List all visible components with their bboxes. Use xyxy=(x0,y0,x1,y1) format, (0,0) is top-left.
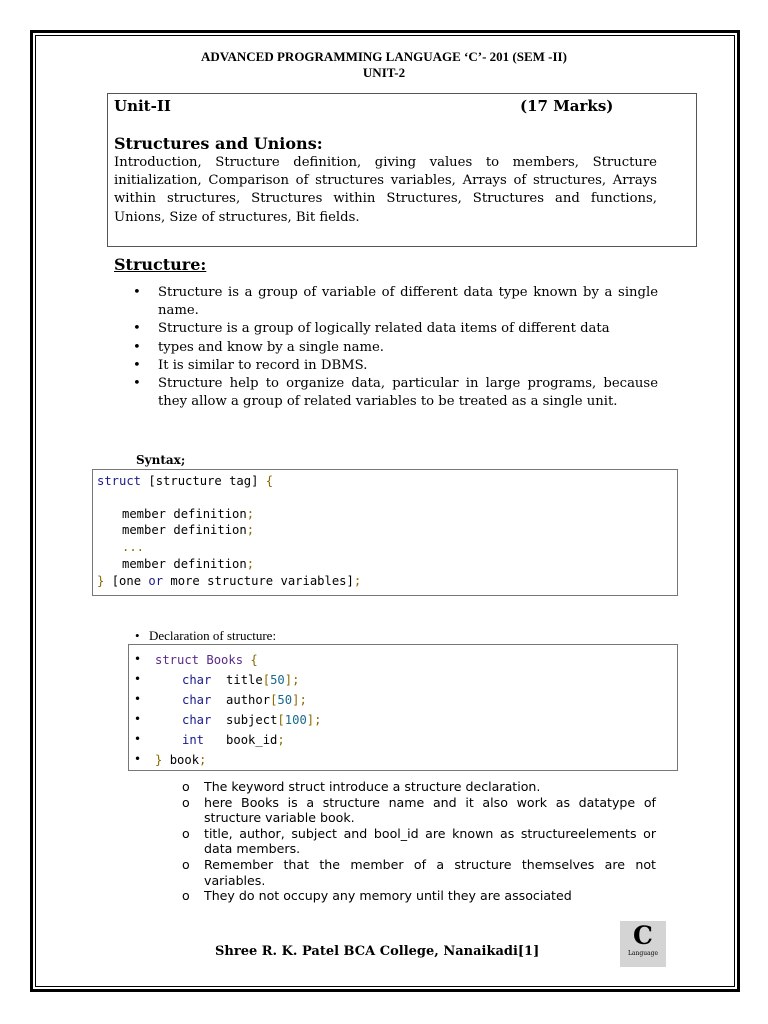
logo-letter: C xyxy=(633,921,653,950)
unit-label: UNIT-2 xyxy=(362,65,406,80)
syllabus-topics: Introduction, Structure definition, giving values to members, Structure initialization, Comparison of structures variables, Arrays of structures, Arrays within structures, Structures within Structures, Structures and functions, Unions, Size of structures, Bit fields. xyxy=(114,155,657,225)
bullet-icon: • xyxy=(134,732,142,746)
syntax-code-line: member definition; xyxy=(122,523,255,537)
syntax-code-line: struct [structure tag] { xyxy=(97,474,274,488)
declaration-item: • Declaration of structure: xyxy=(135,628,277,643)
syntax-code-line: member definition; xyxy=(122,557,255,571)
books-code-line: char title[50]; xyxy=(182,673,300,687)
unit-title: Unit-II xyxy=(114,97,171,115)
books-code-line: } book; xyxy=(155,753,207,767)
list-item: o Remember that the member of a structure themselves are not variables. xyxy=(182,856,656,888)
list-item: o here Books is a structure name and it also work as datatype of structure variable book. xyxy=(182,794,656,826)
syntax-label: Syntax; xyxy=(136,453,186,467)
structure-heading: Structure: xyxy=(114,255,207,274)
bullet-icon: • xyxy=(134,752,142,766)
list-item: o The keyword struct introduce a structure declaration. xyxy=(182,779,541,794)
structure-notes-list xyxy=(180,779,656,904)
list-item: • Structure is a group of variable of different data type known by a single name. xyxy=(133,285,658,319)
syllabus-section-title: Structures and Unions: xyxy=(114,134,323,153)
logo-text: Language xyxy=(627,950,659,957)
list-item: • It is similar to record in DBMS. xyxy=(133,357,368,373)
books-code-line: char author[50]; xyxy=(182,693,307,707)
books-code-line: char subject[100]; xyxy=(182,713,322,727)
structure-bullet-list xyxy=(130,284,658,411)
list-item: • Structure is a group of logically related data items of different data xyxy=(133,321,610,337)
bullet-icon: • xyxy=(134,652,142,666)
unit-marks: (17 Marks) xyxy=(520,97,614,115)
list-item: • Structure help to organize data, particular in large programs, because they allow a group of related variables to be treated as a single unit. xyxy=(133,376,658,410)
list-item: o They do not occupy any memory until they are associated xyxy=(182,888,572,904)
syntax-code-line: } [one or more structure variables]; xyxy=(97,574,362,588)
list-item: • types and know by a single name. xyxy=(133,339,384,355)
bullet-icon: • xyxy=(134,672,142,686)
c-language-logo xyxy=(620,921,666,967)
books-code-line: struct Books { xyxy=(155,653,258,667)
list-item: o title, author, subject and bool_id are known as structureelements or data members. xyxy=(182,825,656,857)
syntax-code-line: member definition; xyxy=(122,507,255,521)
bullet-icon: • xyxy=(134,712,142,726)
syntax-code-line: ... xyxy=(122,540,145,554)
books-code-line: int book_id; xyxy=(182,733,285,747)
bullet-icon: • xyxy=(134,692,142,706)
course-title: ADVANCED PROGRAMMING LANGUAGE ‘C’- 201 (SEM -II) xyxy=(201,49,567,64)
page-footer: Shree R. K. Patel BCA College, Nanaikadi[1] xyxy=(215,944,540,959)
